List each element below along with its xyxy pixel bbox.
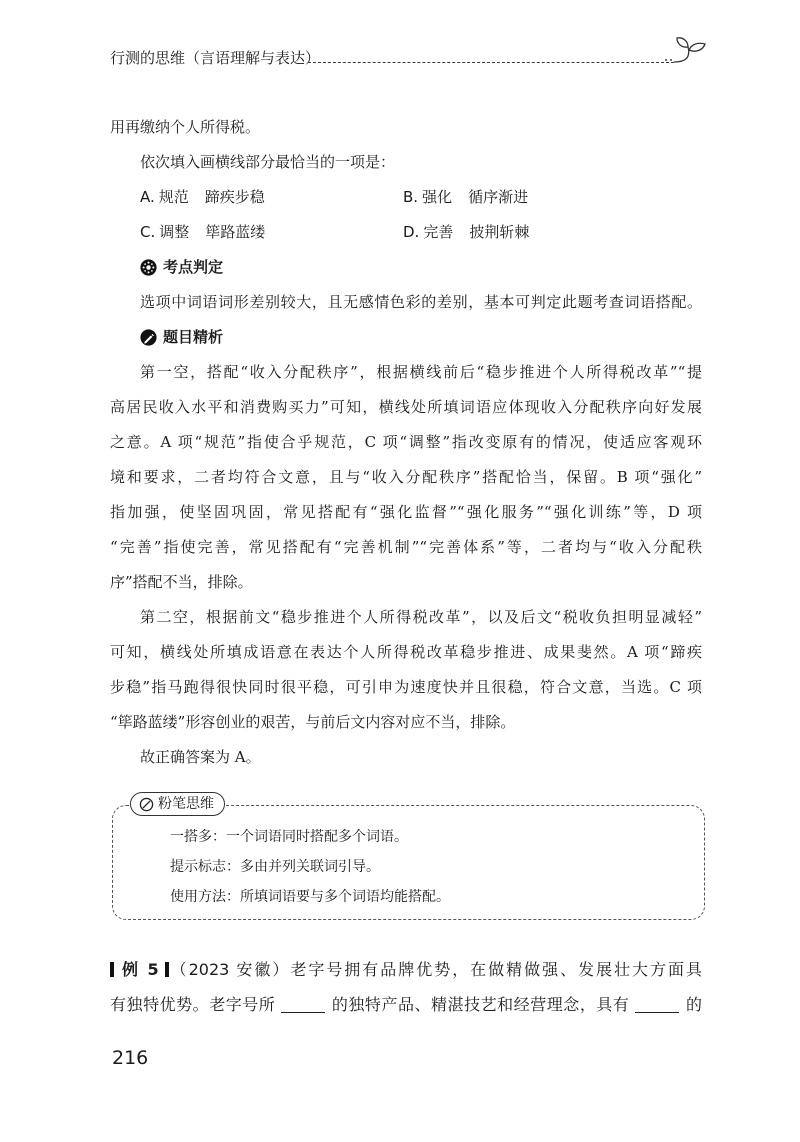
analysis-line: 高居民收入水平和消费购买力”可知，横线处所填词语应体现收入分配秩序向好发展 [110, 398, 702, 416]
option-letter: A. [140, 188, 155, 206]
answer-conclusion: 故正确答案为 A。 [140, 748, 261, 766]
gear-icon [140, 259, 157, 276]
analysis-line: “完善”指使完善，常见搭配有“完善机制”“完善体系”等，二者均与“收入分配秩 [110, 538, 702, 556]
option-word: 规范 [158, 188, 189, 206]
question-continuation: 用再缴纳个人所得税。 [110, 118, 261, 136]
header-rule [308, 62, 674, 63]
running-header-title: 行测的思维（言语理解与表达） [110, 49, 321, 67]
analysis-line: 境和要求，二者均符合文意，且与“收入分配秩序”搭配恰当，保留。B 项“强化” [110, 468, 702, 486]
question-prompt: 依次填入画横线部分最恰当的一项是： [140, 153, 396, 171]
pen-circle-icon [139, 797, 154, 812]
sprout-icon [664, 34, 708, 66]
tip-item: 使用方法：所填词语要与多个词语均能搭配。 [170, 889, 450, 905]
tip-box-content [170, 822, 690, 912]
point-text: 选项中词语词形差别较大，且无感情色彩的差别，基本可判定此题考查词语搭配。 [140, 293, 702, 311]
option-idiom: 循序渐进 [468, 188, 529, 206]
example-text: 的 [685, 995, 702, 1014]
tip-item: 一搭多：一个词语同时搭配多个词语。 [170, 829, 408, 845]
analysis-line: 指加强，使坚固巩固，常见搭配有“强化监督”“强化服务”“强化训练”等，D 项 [110, 503, 702, 521]
tip-box-label-text: 粉笔思维 [158, 796, 214, 812]
page-body [110, 110, 702, 775]
answer-blank [281, 998, 325, 1013]
analysis-line: 第一空，搭配“收入分配秩序”，根据横线前后“稳步推进个人所得税改革”“提 [140, 363, 702, 381]
option-word: 强化 [422, 188, 453, 206]
answer-blank [635, 998, 679, 1013]
options-row-2 [110, 215, 702, 250]
option-idiom: 披荆斩棘 [469, 223, 530, 241]
option-idiom: 蹄疾步稳 [204, 188, 265, 206]
example-source: （2023 安徽） [168, 960, 291, 979]
option-letter: D. [403, 223, 420, 241]
option-letter: B. [403, 188, 419, 206]
example-marker: 例 5 [120, 960, 159, 979]
analysis-line: 可知，横线处所填成语意在表达个人所得税改革稳步推进、成果斐然。A 项“蹄疾 [110, 643, 702, 661]
page-number: 216 [112, 1047, 149, 1069]
tip-item: 提示标志：多由并列关联词引导。 [170, 859, 380, 875]
option-c [140, 215, 403, 250]
option-b [403, 180, 666, 215]
analysis-line: 之意。A 项“规范”指使合乎规范，C 项“调整”指改变原有的情况，使适应客观环 [110, 433, 702, 451]
example-text: 老字号拥有品牌优势，在做精做强、发展壮大方面具 [290, 960, 702, 979]
option-letter: C. [140, 223, 156, 241]
option-word: 完善 [423, 223, 454, 241]
option-a [140, 180, 403, 215]
analysis-line: “筚路蓝缕”形容创业的艰苦，与前后文内容对应不当，排除。 [110, 713, 516, 731]
example-text: 的独特产品、精湛技艺和经营理念，具有 [331, 995, 630, 1014]
analysis-line: 序”搭配不当，排除。 [110, 573, 253, 591]
example-question [110, 952, 702, 1022]
section-heading-point [110, 250, 702, 285]
analysis-line: 步稳”指马跑得很快同时很平稳，可引申为速度快并且很稳，符合文意，当选。C 项 [110, 678, 702, 696]
example-marker-bar [110, 962, 114, 977]
option-word: 调整 [159, 223, 190, 241]
options-row-1 [110, 180, 702, 215]
pencil-icon [140, 329, 157, 346]
option-idiom: 筚路蓝缕 [205, 223, 266, 241]
example-text: 有独特优势。老字号所 [110, 995, 276, 1014]
option-d [403, 215, 666, 250]
example-line [110, 952, 702, 987]
section-heading-analysis [110, 320, 702, 355]
section-title: 题目精析 [163, 328, 224, 346]
section-title: 考点判定 [163, 258, 224, 276]
tip-box-label [130, 792, 225, 816]
analysis-line: 第二空，根据前文“稳步推进个人所得税改革”，以及后文“税收负担明显减轻” [140, 608, 702, 626]
example-line [110, 987, 702, 1022]
